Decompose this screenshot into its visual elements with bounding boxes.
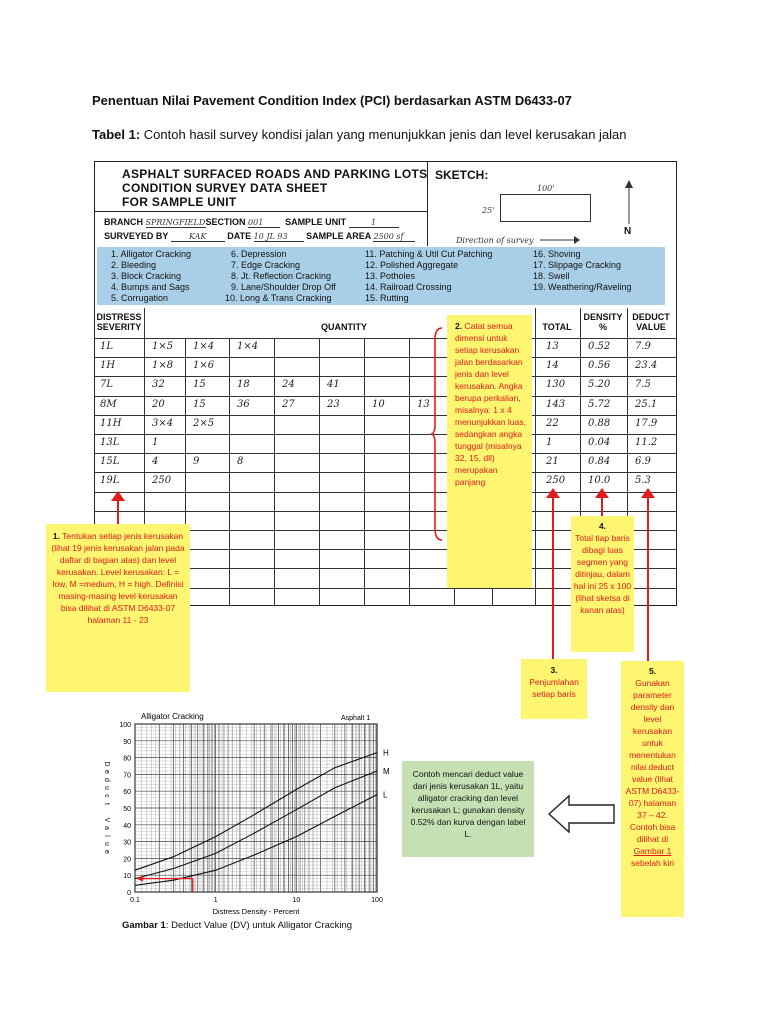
quantity-cell: 1×8 <box>152 360 174 372</box>
x-tick-label: 10 <box>292 897 301 904</box>
grid-line <box>94 453 677 454</box>
distress-type: 17. Slippage Cracking <box>533 260 622 270</box>
distress-type: 8. Jt. Reflection Cracking <box>231 271 332 281</box>
note-1: 1. Tentukan setiap jenis kerusakan (lihat 19 jenis kerusakan jalan pada daftar di bagian atas) dan level kerusakan. Level kerusakan: L = low, M =medium, H = high. Definisi masing-masing level kerusakan bisa dilihat di ASTM D6433-07 halaman 11 - 23 <box>46 524 190 692</box>
distress-type: 12. Polished Aggregate <box>365 260 459 270</box>
y-tick-label: 10 <box>123 873 131 881</box>
total-cell: 14 <box>546 360 559 372</box>
deduct-cell: 5.3 <box>635 475 651 487</box>
y-tick-label: 50 <box>123 806 131 813</box>
density-cell: 0.84 <box>588 456 611 468</box>
quantity-cell: 10 <box>372 398 385 410</box>
density-cell: 0.52 <box>588 341 611 352</box>
quantity-cell: 1×6 <box>193 360 215 372</box>
y-tick-label: 70 <box>123 772 131 780</box>
distress-type: 6. Depression <box>231 249 287 259</box>
distress-type: 19. Weathering/Raveling <box>533 282 632 292</box>
distress-type: 15. Rutting <box>365 293 409 303</box>
surveyed-value: KAK <box>171 232 225 242</box>
total-cell: 1 <box>546 437 553 448</box>
x-tick-label: 1 <box>213 897 218 904</box>
quantity-cell: 23 <box>327 398 340 410</box>
sketch-direction: Direction of survey <box>456 236 534 245</box>
deduct-cell: 6.9 <box>635 456 651 468</box>
deduct-value-chart <box>95 708 395 920</box>
sheet-title <box>122 167 428 209</box>
deduct-cell: 7.9 <box>635 341 651 352</box>
note-3: 3. Penjumlahan setiap baris <box>521 659 587 719</box>
note-4: 4. Total tiap baris dibagi luas segmen yang ditinjau, dalam hal ini 25 x 100 (lihat sketsa di kanan atas) <box>571 516 634 652</box>
grid-line <box>274 338 275 606</box>
severity-cell: 8M <box>100 398 117 410</box>
grid-line <box>364 338 365 606</box>
grid-line <box>94 434 677 435</box>
quantity-cell: 1×5 <box>152 341 174 352</box>
density-cell: 5.72 <box>588 398 611 410</box>
sketch-length: 100' <box>537 184 555 193</box>
quantity-cell: 32 <box>152 379 165 391</box>
quantity-cell: 2×5 <box>193 417 215 429</box>
series-label-L: L <box>383 790 388 800</box>
distress-type: 2. Bleeding <box>111 260 157 270</box>
arrow-up-icon <box>641 488 655 498</box>
density-header: DENSITY % <box>583 312 623 332</box>
y-tick-label: 40 <box>123 822 131 830</box>
note-5: 5. Gunakan parameter density dan level kerusakan untuk menentukan nilai deduct value (lihat ASTM D6433-07) halaman 37 – 42. Contoh bisa dilihat di Gambar 1 sebelah kiri <box>621 661 684 917</box>
severity-cell: 7L <box>100 379 114 391</box>
quantity-cell: 9 <box>193 456 200 468</box>
grid-line <box>94 511 677 512</box>
density-cell: 5.20 <box>588 379 611 391</box>
table-caption-text: Contoh hasil survey kondisi jalan yang menunjukkan jenis dan level kerusakan jalan <box>140 127 627 142</box>
date-label: DATE <box>227 231 252 241</box>
grid-line <box>94 376 677 377</box>
grid-line <box>94 357 677 358</box>
quantity-cell: 4 <box>152 456 159 468</box>
y-axis-label-char: c <box>103 794 110 798</box>
arrow-note5 <box>647 494 649 661</box>
quantity-cell: 27 <box>282 398 295 410</box>
y-axis-label-char: t <box>103 803 110 805</box>
total-cell: 21 <box>546 456 559 468</box>
north-label: N <box>624 226 632 237</box>
total-cell: 13 <box>546 341 559 352</box>
branch-label: BRANCH <box>104 217 143 227</box>
brace-icon <box>430 326 444 542</box>
grid-line <box>94 396 677 397</box>
density-cell: 0.04 <box>588 437 611 448</box>
quantity-cell: 3×4 <box>152 417 174 429</box>
y-tick-label: 100 <box>119 722 131 729</box>
deduct-cell: 25.1 <box>635 398 658 410</box>
quantity-cell: 1×4 <box>237 341 259 352</box>
sketch-width: 25' <box>482 206 495 215</box>
table-caption-label: Tabel 1: <box>92 127 141 142</box>
note-example: Contoh mencari deduct value dari jenis kerusakan 1L, yaitu alligator cracking dan level kerusakan L; gunakan density 0.52% dan kurva dengan label L. <box>402 761 534 857</box>
chart-subtitle: Asphalt 1 <box>341 715 371 722</box>
y-axis-label-char: u <box>103 842 110 846</box>
severity-cell: 1H <box>100 360 116 372</box>
quantity-cell: 15 <box>193 398 206 410</box>
distress-type-legend <box>97 247 665 305</box>
series-label-M: M <box>383 767 390 777</box>
grid-line <box>94 472 677 473</box>
quantity-cell: 8 <box>237 456 244 468</box>
distress-type: 1. Alligator Cracking <box>111 249 192 259</box>
total-header: TOTAL <box>542 322 572 332</box>
total-cell: 130 <box>546 379 566 391</box>
surveyed-label: SURVEYED BY <box>104 231 169 241</box>
density-cell: 0.56 <box>588 360 611 372</box>
sample-unit-label: SAMPLE UNIT <box>285 217 347 227</box>
distress-type: 5. Corrugation <box>111 293 169 303</box>
grid-line <box>409 338 410 606</box>
y-tick-label: 0 <box>127 890 131 897</box>
sheet-divider <box>94 211 427 212</box>
arrow-note3 <box>552 494 554 659</box>
y-axis-label-char: e <box>103 850 110 854</box>
chart-title: Alligator Cracking <box>141 712 204 721</box>
deduct-cell: 17.9 <box>635 417 658 429</box>
distress-type: 18. Swell <box>533 271 570 281</box>
density-cell: 10.0 <box>588 475 611 487</box>
surveyed-row <box>104 231 415 242</box>
distress-type: 9. Lane/Shoulder Drop Off <box>231 282 336 292</box>
arrow-up-icon <box>111 491 125 501</box>
date-value: 10 JL 93 <box>254 232 304 242</box>
branch-row <box>104 217 399 228</box>
sheet-title-line: FOR SAMPLE UNIT <box>122 195 237 209</box>
y-axis-label-char: e <box>103 770 110 774</box>
severity-cell: 1L <box>100 341 114 352</box>
left-arrow-icon <box>548 794 616 834</box>
y-tick-label: 60 <box>123 789 131 797</box>
quantity-cell: 1 <box>152 437 159 448</box>
y-axis-label-char: V <box>103 817 110 823</box>
x-tick-label: 100 <box>371 897 383 904</box>
density-cell: 0.88 <box>588 417 611 429</box>
section-value: 001 <box>248 218 280 228</box>
deduct-cell: 11.2 <box>635 437 658 448</box>
quantity-cell: 41 <box>327 379 340 391</box>
total-cell: 143 <box>546 398 566 410</box>
y-axis-label-char: l <box>103 835 110 837</box>
quantity-cell: 20 <box>152 398 165 410</box>
grid-line <box>535 308 536 606</box>
quantity-cell: 13 <box>417 398 430 410</box>
branch-value: SPRINGFIELD <box>145 218 206 227</box>
distress-type: 11. Patching & Util Cut Patching <box>365 249 493 259</box>
severity-cell: 19L <box>100 475 120 487</box>
total-cell: 22 <box>546 417 559 429</box>
quantity-cell: 1×4 <box>193 341 215 352</box>
y-tick-label: 20 <box>123 856 131 864</box>
total-cell: 250 <box>546 475 566 487</box>
figure-caption-text: : Deduct Value (DV) untuk Alligator Cracking <box>165 920 353 931</box>
deduct-cell: 7.5 <box>635 379 651 391</box>
distress-type: 16. Shoving <box>533 249 581 259</box>
sheet-title-line: CONDITION SURVEY DATA SHEET <box>122 181 328 195</box>
quantity-cell: 18 <box>237 379 250 391</box>
x-tick-label: 0.1 <box>130 897 140 904</box>
y-axis-label-char: D <box>103 761 110 767</box>
quantity-cell: 36 <box>237 398 250 410</box>
x-axis-label: Distress Density - Percent <box>212 907 300 916</box>
severity-header: DISTRESS SEVERITY <box>96 312 142 332</box>
y-tick-label: 80 <box>123 755 131 763</box>
arrow-up-icon <box>546 488 560 498</box>
sketch-label: SKETCH: <box>435 168 489 182</box>
grid-line <box>319 338 320 606</box>
sample-area-label: SAMPLE AREA <box>306 231 371 241</box>
y-axis-label-char: u <box>103 786 110 790</box>
arrow-note1 <box>117 497 119 525</box>
sample-unit-value: 1 <box>349 218 399 228</box>
y-tick-label: 90 <box>123 738 131 746</box>
series-label-H: H <box>383 748 389 758</box>
north-arrow-icon <box>624 180 634 226</box>
quantity-header: QUANTITY <box>321 322 367 332</box>
severity-cell: 13L <box>100 437 120 448</box>
arrow-up-icon <box>595 488 609 498</box>
direction-arrow-icon <box>540 234 580 246</box>
y-axis-label-char: a <box>103 826 110 830</box>
figure-caption-label: Gambar 1 <box>122 920 166 931</box>
grid-line <box>94 492 677 493</box>
deduct-header: DEDUCT VALUE <box>632 312 670 332</box>
quantity-cell: 24 <box>282 379 295 391</box>
distress-type: 13. Potholes <box>365 271 416 281</box>
distress-type: 3. Block Cracking <box>111 271 182 281</box>
severity-cell: 11H <box>100 417 122 429</box>
distress-type: 14. Railroad Crossing <box>365 282 452 292</box>
grid-line <box>94 415 677 416</box>
sketch-rectangle <box>500 194 591 222</box>
section-label: SECTION <box>205 217 246 227</box>
y-tick-label: 30 <box>123 839 131 847</box>
grid-line <box>229 338 230 606</box>
page-heading: Penentuan Nilai Pavement Condition Index (PCI) berdasarkan ASTM D6433-07 <box>92 93 572 108</box>
grid-line <box>94 338 677 339</box>
y-axis-label-char: d <box>103 778 110 782</box>
quantity-cell: 250 <box>152 475 172 487</box>
figure-caption <box>122 920 352 931</box>
distress-type: 10. Long & Trans Cracking <box>225 293 332 303</box>
table-caption <box>92 127 627 142</box>
severity-cell: 15L <box>100 456 120 468</box>
deduct-cell: 23.4 <box>635 360 658 372</box>
note-2: 2. Catat semua dimensi untuk setiap kerusakan jalan berdasarkan jenis dan level kerusakan. Angka berupa perkalian, misalnya: 1 x 4 menunjukkan luas, sedangkan angka tunggal (misalnya 32, 15, dll) merupakan panjang <box>447 315 532 588</box>
quantity-cell: 15 <box>193 379 206 391</box>
distress-type: 4. Bumps and Sags <box>111 282 190 292</box>
sample-area-value: 2500 sf <box>373 232 415 242</box>
distress-type: 7. Edge Cracking <box>231 260 301 270</box>
sheet-title-line: ASPHALT SURFACED ROADS AND PARKING LOTS <box>122 167 428 181</box>
